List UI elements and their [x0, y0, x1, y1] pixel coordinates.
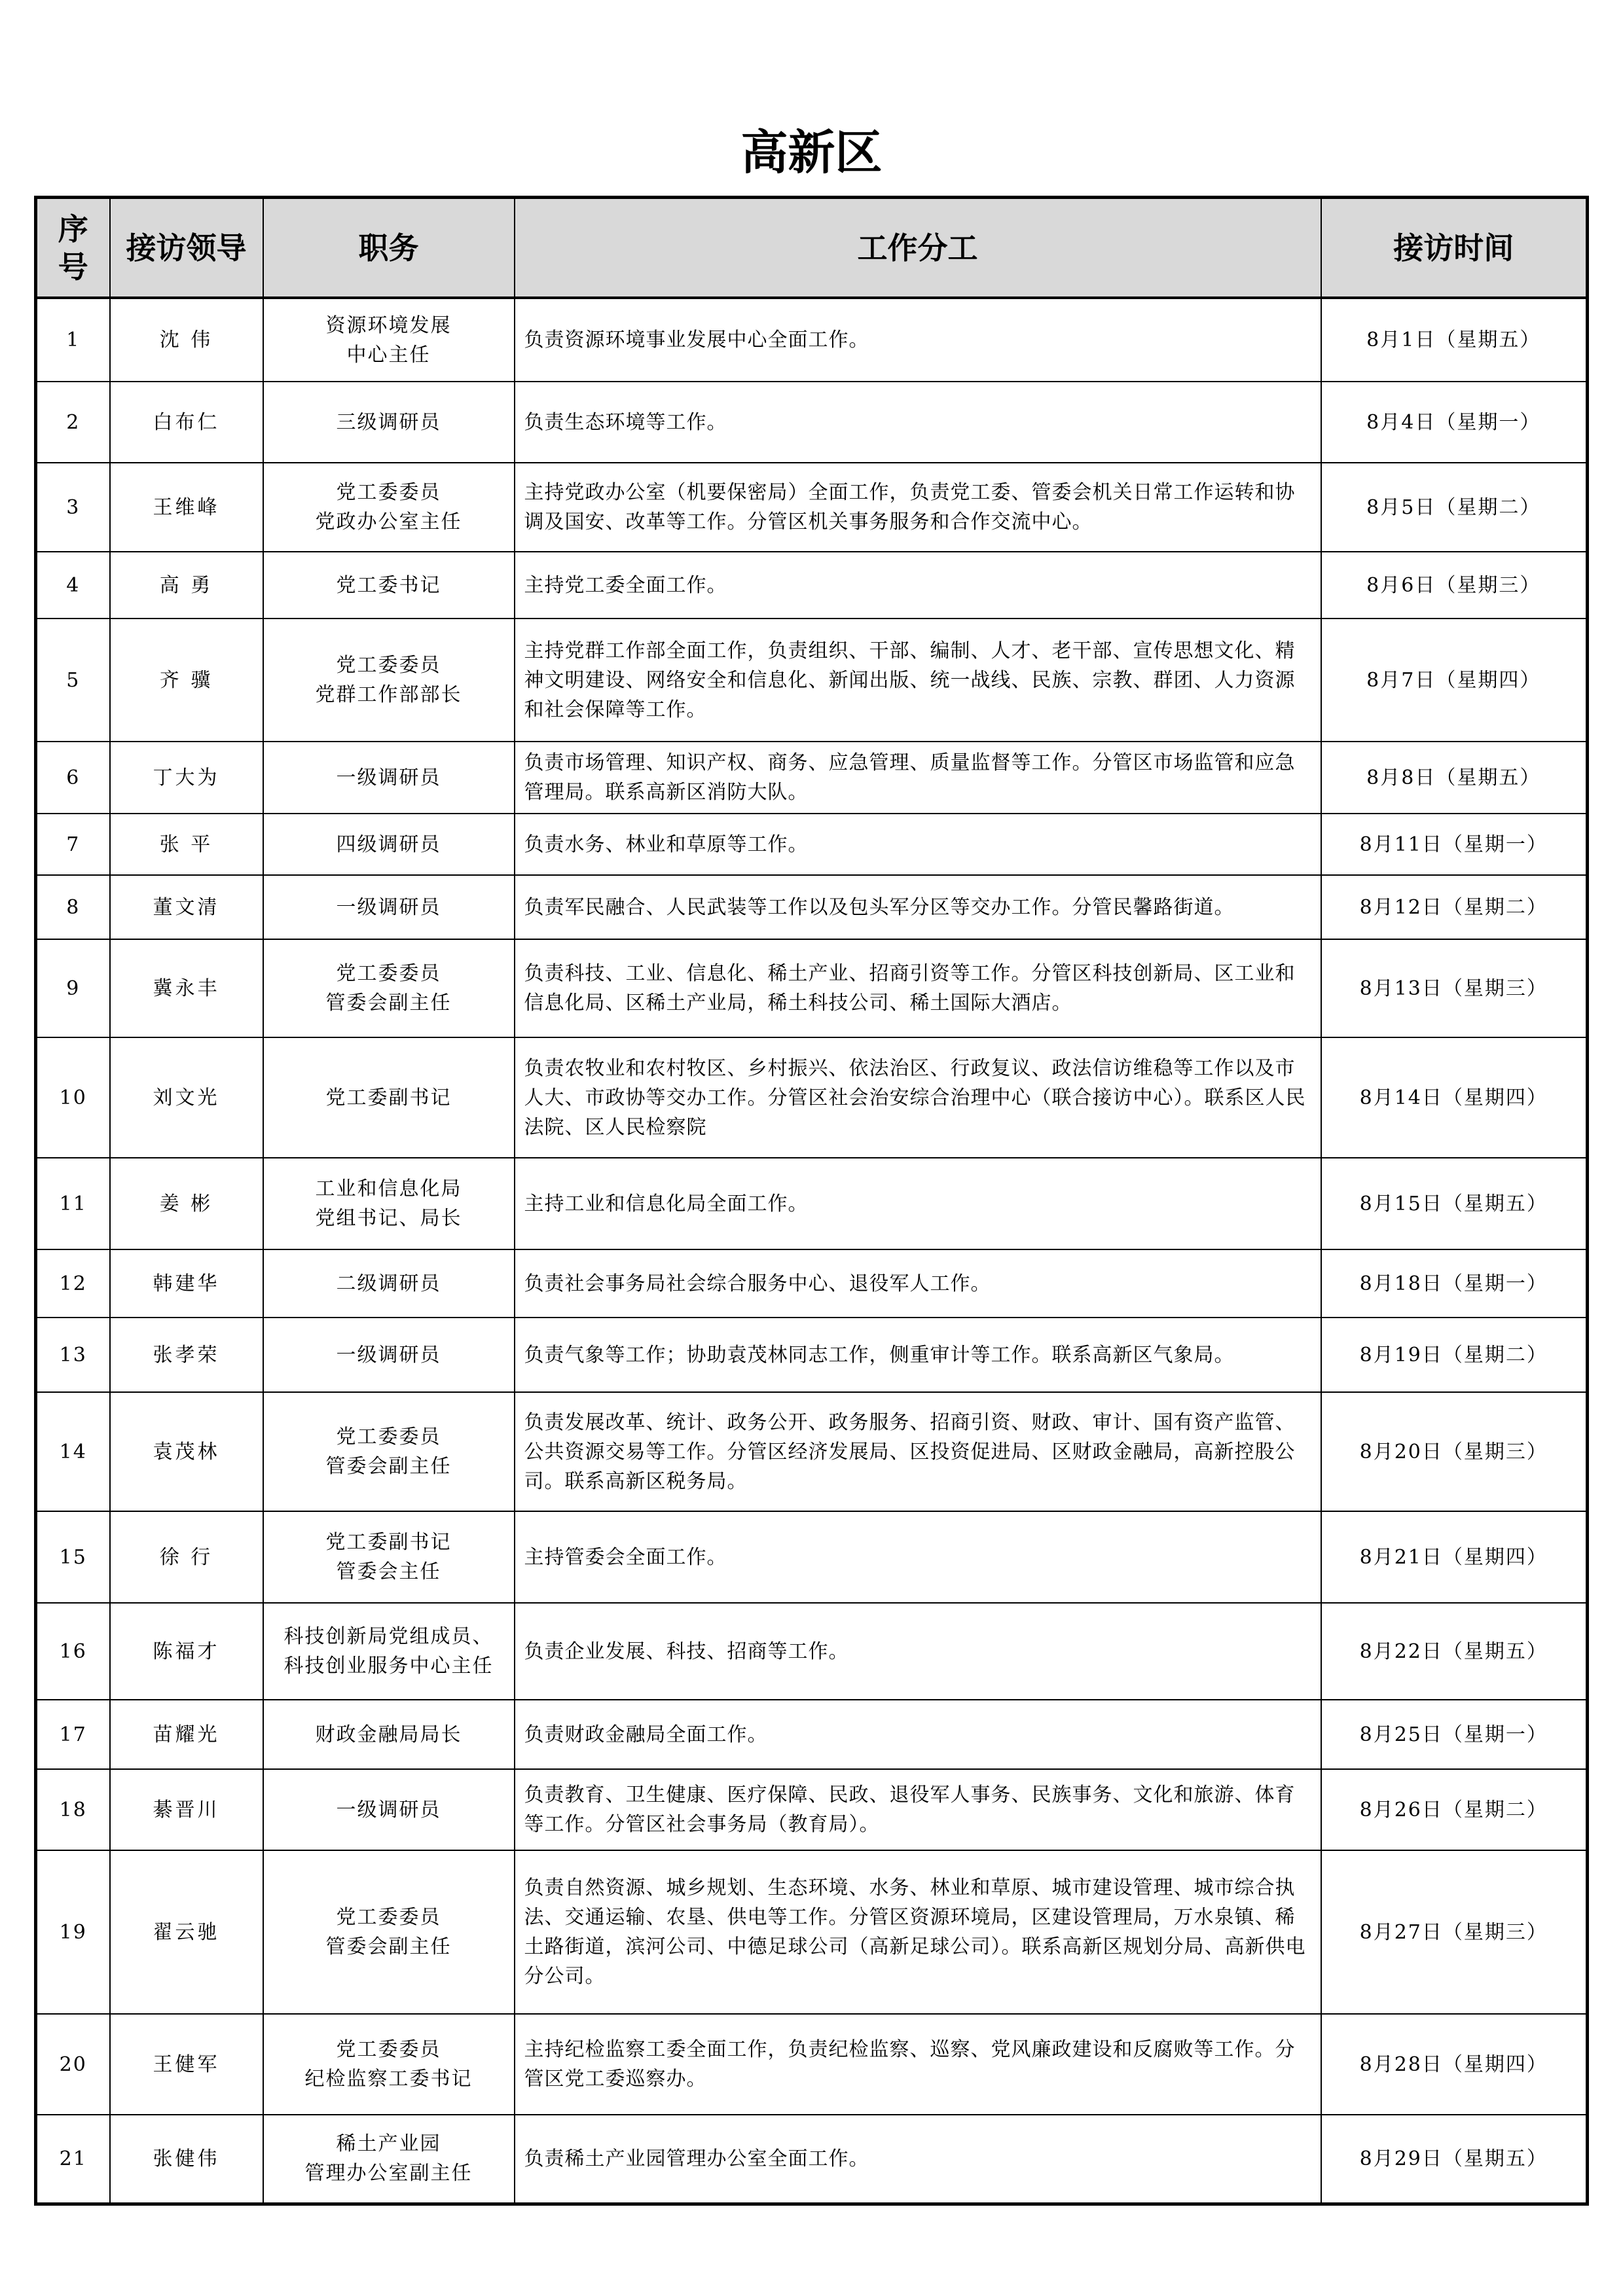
duty-description: 负责企业发展、科技、招商等工作。	[515, 1603, 1321, 1700]
position-line: 稀土产业园	[336, 2132, 441, 2156]
reception-time: 8月20日（星期三）	[1321, 1392, 1588, 1511]
leader-name: 沈 伟	[110, 298, 263, 382]
position-line: 党政办公室主任	[315, 511, 462, 533]
reception-time: 8月28日（星期四）	[1321, 2014, 1588, 2115]
leader-position	[263, 1158, 515, 1249]
reception-time: 8月1日（星期五）	[1321, 298, 1588, 382]
reception-time: 8月13日（星期三）	[1321, 939, 1588, 1037]
leader-position	[263, 1603, 515, 1700]
duty-description: 负责生态环境等工作。	[515, 382, 1321, 463]
header-no	[36, 198, 110, 298]
header-position: 职务	[263, 198, 515, 298]
leader-position	[263, 552, 515, 619]
row-number: 10	[36, 1037, 110, 1158]
leader-name: 冀永丰	[110, 939, 263, 1037]
position-line: 党工委副书记	[325, 1531, 452, 1554]
leader-name: 张 平	[110, 814, 263, 875]
duty-description: 负责资源环境事业发展中心全面工作。	[515, 298, 1321, 382]
row-number: 5	[36, 619, 110, 742]
position-line: 四级调研员	[336, 833, 441, 856]
reception-time: 8月5日（星期二）	[1321, 463, 1588, 552]
leader-position	[263, 1769, 515, 1850]
reception-time: 8月18日（星期一）	[1321, 1249, 1588, 1318]
row-number: 14	[36, 1392, 110, 1511]
position-line: 党工委委员	[336, 962, 441, 985]
reception-time: 8月12日（星期二）	[1321, 875, 1588, 939]
leader-name: 姜 彬	[110, 1158, 263, 1249]
reception-time: 8月6日（星期三）	[1321, 552, 1588, 619]
position-line: 党工委书记	[336, 573, 441, 597]
row-number: 8	[36, 875, 110, 939]
duty-description: 负责发展改革、统计、政务公开、政务服务、招商引资、财政、审计、国有资产监管、公共资源交易等工作。分管区经济发展局、区投资促进局、区财政金融局，高新控股公司。联系高新区税务局。	[515, 1392, 1321, 1511]
position-line: 一级调研员	[336, 1798, 441, 1821]
leader-position	[263, 939, 515, 1037]
reception-time: 8月27日（星期三）	[1321, 1850, 1588, 2014]
table-header-row	[36, 198, 1588, 298]
position-line: 管委会副主任	[325, 1455, 452, 1478]
table-row	[36, 1318, 1588, 1392]
leader-name: 綦晋川	[110, 1769, 263, 1850]
leader-position	[263, 742, 515, 814]
position-line: 纪检监察工委书记	[304, 2068, 473, 2090]
position-line: 工业和信息化局	[315, 1177, 462, 1200]
leader-name: 王健军	[110, 2014, 263, 2115]
leader-name: 董文清	[110, 875, 263, 939]
row-number: 19	[36, 1850, 110, 2014]
leader-name: 张健伟	[110, 2115, 263, 2204]
position-line: 二级调研员	[336, 1272, 441, 1295]
duty-description: 主持党群工作部全面工作，负责组织、干部、编制、人才、老干部、宣传思想文化、精神文明建设、网络安全和信息化、新闻出版、统一战线、民族、宗教、群团、人力资源和社会保障等工作。	[515, 619, 1321, 742]
row-number: 2	[36, 382, 110, 463]
row-number: 6	[36, 742, 110, 814]
leader-name: 白布仁	[110, 382, 263, 463]
reception-time: 8月19日（星期二）	[1321, 1318, 1588, 1392]
duty-description: 负责社会事务局社会综合服务中心、退役军人工作。	[515, 1249, 1321, 1318]
leader-name: 齐 骥	[110, 619, 263, 742]
position-line: 管理办公室副主任	[304, 2162, 473, 2185]
row-number: 3	[36, 463, 110, 552]
leader-position	[263, 2115, 515, 2204]
table-row	[36, 1511, 1588, 1603]
table-row	[36, 814, 1588, 875]
duty-description: 负责稀土产业园管理办公室全面工作。	[515, 2115, 1321, 2204]
leader-name: 翟云驰	[110, 1850, 263, 2014]
duty-description: 主持纪检监察工委全面工作，负责纪检监察、巡察、党风廉政建设和反腐败等工作。分管区党工委巡察办。	[515, 2014, 1321, 2115]
leader-position	[263, 814, 515, 875]
duty-description: 负责农牧业和农村牧区、乡村振兴、依法治区、行政复议、政法信访维稳等工作以及市人大、市政协等交办工作。分管区社会治安综合治理中心（联合接访中心）。联系区人民法院、区人民检察院	[515, 1037, 1321, 1158]
leader-name: 丁大为	[110, 742, 263, 814]
duty-description: 负责市场管理、知识产权、商务、应急管理、质量监督等工作。分管区市场监管和应急管理局。联系高新区消防大队。	[515, 742, 1321, 814]
table-row	[36, 742, 1588, 814]
table-row	[36, 463, 1588, 552]
row-number: 13	[36, 1318, 110, 1392]
table-row	[36, 1158, 1588, 1249]
duty-description: 主持党工委全面工作。	[515, 552, 1321, 619]
leader-position	[263, 382, 515, 463]
reception-time: 8月26日（星期二）	[1321, 1769, 1588, 1850]
row-number: 16	[36, 1603, 110, 1700]
reception-time: 8月29日（星期五）	[1321, 2115, 1588, 2204]
duty-description: 主持党政办公室（机要保密局）全面工作，负责党工委、管委会机关日常工作运转和协调及国安、改革等工作。分管区机关事务服务和合作交流中心。	[515, 463, 1321, 552]
position-line: 党群工作部部长	[315, 683, 462, 706]
table-row	[36, 1037, 1588, 1158]
header-leader: 接访领导	[110, 198, 263, 298]
reception-time: 8月7日（星期四）	[1321, 619, 1588, 742]
position-line: 党工委委员	[336, 654, 441, 677]
table-row	[36, 619, 1588, 742]
row-number: 11	[36, 1158, 110, 1249]
reception-time: 8月14日（星期四）	[1321, 1037, 1588, 1158]
table-row	[36, 382, 1588, 463]
header-time: 接访时间	[1321, 198, 1588, 298]
position-line: 一级调研员	[336, 1343, 441, 1367]
row-number: 21	[36, 2115, 110, 2204]
leader-position	[263, 619, 515, 742]
table-row	[36, 1392, 1588, 1511]
leader-name: 苗耀光	[110, 1700, 263, 1769]
leader-position	[263, 875, 515, 939]
header-duty: 工作分工	[515, 198, 1321, 298]
reception-time: 8月25日（星期一）	[1321, 1700, 1588, 1769]
row-number: 9	[36, 939, 110, 1037]
leader-name: 陈福才	[110, 1603, 263, 1700]
table-row	[36, 298, 1588, 382]
row-number: 1	[36, 298, 110, 382]
leader-position	[263, 1511, 515, 1603]
leader-position	[263, 1037, 515, 1158]
leader-position	[263, 463, 515, 552]
leader-position	[263, 1700, 515, 1769]
leader-position	[263, 1249, 515, 1318]
duty-description: 负责教育、卫生健康、医疗保障、民政、退役军人事务、民族事务、文化和旅游、体育等工作。分管区社会事务局（教育局）。	[515, 1769, 1321, 1850]
leader-position	[263, 298, 515, 382]
position-line: 科技创业服务中心主任	[283, 1655, 494, 1677]
reception-time: 8月22日（星期五）	[1321, 1603, 1588, 1700]
leader-position	[263, 2014, 515, 2115]
table-row	[36, 1603, 1588, 1700]
table-row	[36, 1850, 1588, 2014]
leader-name: 韩建华	[110, 1249, 263, 1318]
position-line: 管委会副主任	[325, 1935, 452, 1958]
row-number: 12	[36, 1249, 110, 1318]
schedule-table	[34, 196, 1589, 2206]
duty-description: 负责自然资源、城乡规划、生态环境、水务、林业和草原、城市建设管理、城市综合执法、交通运输、农垦、供电等工作。分管区资源环境局，区建设管理局，万水泉镇、稀土路街道，滨河公司、中德足球公司（高新足球公司）。联系高新区规划分局、高新供电分公司。	[515, 1850, 1321, 2014]
position-line: 三级调研员	[336, 410, 441, 434]
duty-description: 负责科技、工业、信息化、稀土产业、招商引资等工作。分管区科技创新局、区工业和信息化局、区稀土产业局，稀土科技公司、稀土国际大酒店。	[515, 939, 1321, 1037]
reception-time: 8月4日（星期一）	[1321, 382, 1588, 463]
leader-name: 刘文光	[110, 1037, 263, 1158]
duty-description: 负责水务、林业和草原等工作。	[515, 814, 1321, 875]
position-line: 资源环境发展	[325, 314, 452, 337]
leader-name: 王维峰	[110, 463, 263, 552]
duty-description: 负责军民融合、人民武装等工作以及包头军分区等交办工作。分管民馨路街道。	[515, 875, 1321, 939]
row-number: 4	[36, 552, 110, 619]
table-row	[36, 552, 1588, 619]
table-row	[36, 2115, 1588, 2204]
reception-time: 8月11日（星期一）	[1321, 814, 1588, 875]
position-line: 中心主任	[346, 343, 431, 367]
table-row	[36, 1769, 1588, 1850]
leader-position	[263, 1318, 515, 1392]
table-row	[36, 2014, 1588, 2115]
leader-name: 张孝荣	[110, 1318, 263, 1392]
position-line: 财政金融局局长	[315, 1723, 462, 1746]
leader-name: 高 勇	[110, 552, 263, 619]
reception-time: 8月15日（星期五）	[1321, 1158, 1588, 1249]
page-title: 高新区	[740, 125, 883, 180]
row-number: 7	[36, 814, 110, 875]
position-line: 党工委委员	[336, 1906, 441, 1929]
position-line: 一级调研员	[336, 895, 441, 919]
position-line: 党组书记、局长	[315, 1207, 462, 1230]
header-no-label: 序号	[58, 211, 88, 285]
leader-position	[263, 1392, 515, 1511]
table-row	[36, 1700, 1588, 1769]
row-number: 20	[36, 2014, 110, 2115]
position-line: 党工委委员	[336, 481, 441, 504]
leader-position	[263, 1850, 515, 2014]
duty-description: 主持工业和信息化局全面工作。	[515, 1158, 1321, 1249]
leader-name: 徐 行	[110, 1511, 263, 1603]
row-number: 17	[36, 1700, 110, 1769]
reception-time: 8月8日（星期五）	[1321, 742, 1588, 814]
position-line: 管委会副主任	[325, 992, 452, 1014]
reception-time: 8月21日（星期四）	[1321, 1511, 1588, 1603]
duty-description: 负责气象等工作；协助袁茂林同志工作，侧重审计等工作。联系高新区气象局。	[515, 1318, 1321, 1392]
row-number: 18	[36, 1769, 110, 1850]
row-number: 15	[36, 1511, 110, 1603]
position-line: 党工委委员	[336, 1426, 441, 1448]
position-line: 党工委委员	[336, 2038, 441, 2061]
position-line: 党工委副书记	[325, 1086, 452, 1109]
position-line: 科技创新局党组成员、	[283, 1625, 494, 1648]
table-row	[36, 939, 1588, 1037]
position-line: 管委会主任	[336, 1560, 441, 1583]
duty-description: 负责财政金融局全面工作。	[515, 1700, 1321, 1769]
position-line: 一级调研员	[336, 766, 441, 789]
leader-name: 袁茂林	[110, 1392, 263, 1511]
duty-description: 主持管委会全面工作。	[515, 1511, 1321, 1603]
table-row	[36, 875, 1588, 939]
table-row	[36, 1249, 1588, 1318]
